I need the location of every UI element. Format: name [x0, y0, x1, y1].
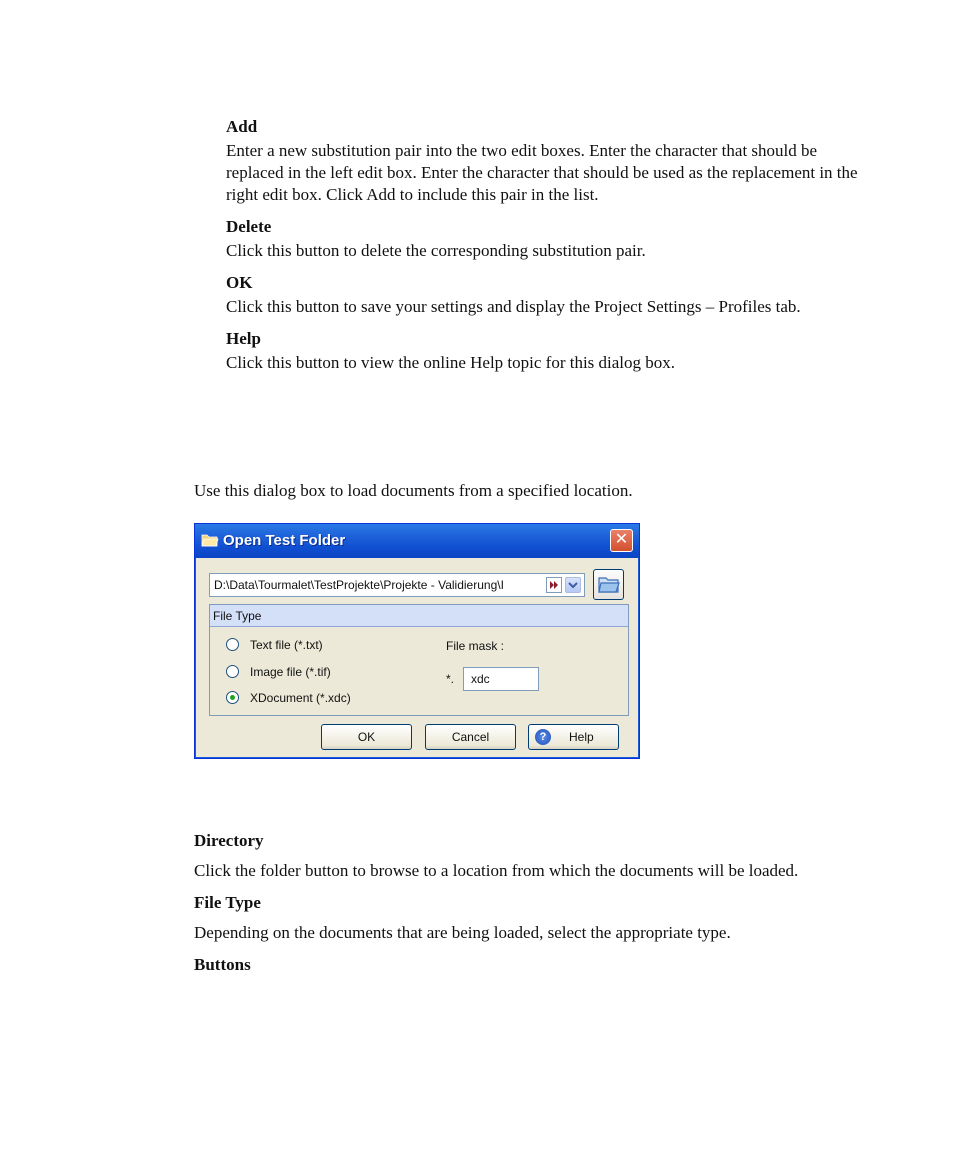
cancel-button[interactable]: Cancel — [425, 724, 516, 750]
section-buttons — [194, 954, 874, 976]
radio-circle[interactable] — [226, 638, 239, 651]
file-type-group-label: File Type — [213, 609, 262, 623]
file-type-group-header — [210, 605, 628, 627]
bottom-sections — [194, 830, 874, 976]
definition-help — [226, 328, 876, 374]
section-directory — [194, 830, 874, 882]
help-button[interactable] — [528, 724, 619, 750]
directory-path-value: D:\Data\Tourmalet\TestProjekte\Projekte - Validierung\I — [214, 578, 504, 592]
definition-term: Help — [226, 329, 261, 348]
definition-description: Click this button to save your settings and display the Project Settings – Profiles tab. — [226, 297, 801, 316]
section-description: Click the folder button to browse to a location from which the documents will be loaded. — [194, 861, 799, 880]
definition-add — [226, 116, 876, 206]
section-heading: Buttons — [194, 955, 251, 974]
top-definition-list — [226, 116, 876, 384]
file-mask-input[interactable]: xdc — [463, 667, 539, 691]
dialog-titlebar[interactable] — [195, 524, 639, 558]
definition-ok — [226, 272, 876, 318]
definition-description: Enter a new substitution pair into the two edit boxes. Enter the character that should be replaced in the left edit box. Enter the character that should be used as the replacement in the right edit box. Click Add to include this pair in the list. — [226, 141, 858, 204]
section-file-type — [194, 892, 874, 944]
browse-folder-button[interactable] — [593, 569, 624, 600]
close-button[interactable] — [610, 529, 633, 552]
definition-description: Click this button to view the online Help topic for this dialog box. — [226, 353, 676, 372]
section-description: Depending on the documents that are being loaded, select the appropriate type. — [194, 923, 731, 942]
definition-term: Delete — [226, 217, 272, 236]
chevron-down-icon[interactable] — [565, 577, 581, 593]
file-type-group — [209, 604, 629, 716]
radio-selected-dot — [230, 695, 235, 700]
help-button-label: Help — [569, 730, 594, 744]
help-icon: ? — [535, 729, 551, 745]
radio-circle[interactable] — [226, 665, 239, 678]
file-mask-prefix: *. — [446, 672, 455, 686]
folder-open-icon — [201, 533, 219, 547]
dialog-title: Open Test Folder — [223, 532, 346, 549]
definition-term: OK — [226, 273, 253, 292]
section-heading: File Type — [194, 893, 261, 912]
file-mask-label: File mask : — [446, 639, 505, 653]
ok-button[interactable]: OK — [321, 724, 412, 750]
radio-label: Text file (*.txt) — [250, 638, 323, 652]
folder-icon — [594, 570, 623, 599]
radio-circle[interactable] — [226, 691, 239, 704]
close-icon: ✕ — [614, 531, 629, 548]
section-heading: Directory — [194, 831, 264, 850]
radio-label: XDocument (*.xdc) — [250, 691, 351, 705]
double-arrow-icon[interactable] — [546, 577, 562, 593]
open-test-folder-dialog — [194, 523, 640, 759]
directory-combobox[interactable] — [209, 573, 585, 597]
definition-description: Click this button to delete the corresponding substitution pair. — [226, 241, 646, 260]
intro-paragraph: Use this dialog box to load documents from a specified location. — [194, 481, 633, 500]
radio-label: Image file (*.tif) — [250, 665, 331, 679]
definition-term: Add — [226, 117, 258, 136]
definition-delete — [226, 216, 876, 262]
